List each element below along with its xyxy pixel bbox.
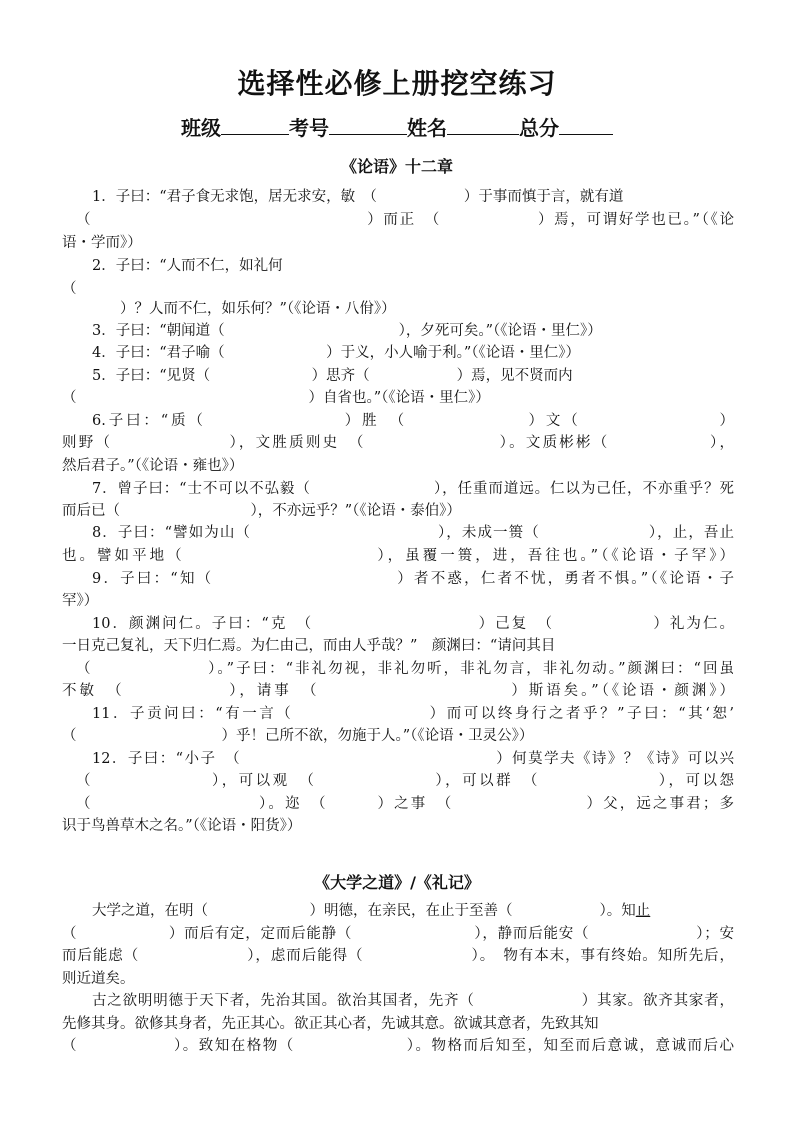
text-line xyxy=(62,1013,734,1035)
line-text: 然后君子。”（《论语・雍也》） xyxy=(62,458,244,474)
section-heading-daxue: 《大学之道》/《礼记》 xyxy=(314,873,480,892)
line-text: 不敏 （ ），请事 （ ）斯语矣。”（《论语・颜渊》） xyxy=(62,683,734,699)
text-line xyxy=(92,320,734,342)
class-label: 班级 xyxy=(181,116,221,140)
text-line xyxy=(92,522,734,544)
line-text: 10．颜渊问仁。子曰：“克 （ ）己复 （ ）礼为仁。 xyxy=(92,616,734,632)
line-text: 一日克己复礼，天下归仁焉。为仁由己，而由人乎哉？” 颜渊曰：“请问其目 xyxy=(62,638,556,654)
text-line xyxy=(62,680,734,702)
line-text: 大学之道，在明（ ）明德，在亲民，在止于至善（ ）。知 xyxy=(92,903,636,919)
line-text: （ ）乎！己所不欲，勿施于人。”（《论语・卫灵公》） xyxy=(62,728,534,744)
line-text: （ ）。迩 （ ）之事 （ ）父，远之事君；多 xyxy=(76,796,734,812)
text-line xyxy=(76,793,734,815)
text-line xyxy=(62,455,734,477)
line-text: 3．子曰：“朝闻道（ ），夕死可矣。”（《论语・里仁》） xyxy=(92,323,602,339)
text-line xyxy=(62,968,734,990)
line-text: 11．子贡问曰：“有一言（ ）而可以终身行之者乎？”子曰：“其‘恕’ xyxy=(92,706,734,722)
text-line xyxy=(76,658,734,680)
text-line xyxy=(62,725,734,747)
line-text: （ ）。致知在格物（ ）。物格而后知至，知至而后意诚，意诚而后心 xyxy=(62,1038,734,1054)
line-text: 古之欲明明德于天下者，先治其国。欲治其国者，先齐（ ）其家。欲齐其家者， xyxy=(92,993,734,1009)
section-heading-lunyu: 《论语》十二章 xyxy=(340,157,453,176)
text-line xyxy=(62,545,734,567)
line-text: （ ），可以观 （ ），可以群 （ ），可以怨 xyxy=(76,773,734,789)
line-text: 6.子曰：“质（ ）胜 （ ）文（ ） xyxy=(92,413,734,429)
text-line xyxy=(92,365,734,387)
name-label: 姓名 xyxy=(407,116,447,140)
text-line xyxy=(62,387,734,409)
line-text: （ xyxy=(62,281,77,297)
line-text: 4．子曰：“君子喻（ ）于义，小人喻于利。”（《论语・里仁》） xyxy=(92,345,581,361)
exam-no-label: 考号 xyxy=(289,116,329,140)
text-line xyxy=(76,209,734,231)
score-blank[interactable] xyxy=(559,116,613,135)
text-line xyxy=(76,770,734,792)
text-line xyxy=(62,278,734,300)
text-line xyxy=(62,432,734,454)
line-text: 先修其身。欲修其身者，先正其心。欲正其心者，先诚其意。欲诚其意者，先致其知 xyxy=(62,1016,599,1032)
line-text: （ ）而后有定，定而后能静（ ），静而后能安（ ）；安 xyxy=(62,926,734,942)
text-line xyxy=(92,703,734,725)
line-text: （ ）。”子曰：“非礼勿视，非礼勿听，非礼勿言，非礼勿动。”颜渊曰：“回虽 xyxy=(76,661,734,677)
text-line xyxy=(92,186,734,208)
text-line xyxy=(62,923,734,945)
line-text: 而后能虑（ ），虑而后能得（ ）。 物有本末，事有终始。知所先后， xyxy=(62,948,734,964)
score-label: 总分 xyxy=(519,116,559,140)
line-text: 而后已（ ），不亦远乎？”（《论语・泰伯》） xyxy=(62,503,461,519)
text-line xyxy=(62,1035,734,1057)
line-text: 5．子曰：“见贤（ ）思齐（ ）焉，见不贤而内 xyxy=(92,368,573,384)
page-title: 选择性必修上册挖空练习 xyxy=(237,67,557,100)
line-text: 12．子曰：“小子 （ ）何莫学夫《诗》？《诗》可以兴 xyxy=(92,751,734,767)
text-line xyxy=(92,900,734,922)
text-line xyxy=(92,255,734,277)
line-text: 则近道矣。 xyxy=(62,971,135,987)
line-text: ）？人而不仁，如乐何？”（《论语・八佾》） xyxy=(120,301,396,317)
line-text: 罕》） xyxy=(62,593,99,609)
text-line xyxy=(62,500,734,522)
student-info-line xyxy=(0,112,794,141)
text-line xyxy=(62,232,734,254)
text-line xyxy=(92,613,734,635)
text-line xyxy=(92,478,734,500)
line-text: 8．子曰：“譬如为山（ ），未成一篑（ ），止，吾止 xyxy=(92,525,734,541)
line-text: 则野（ ），文胜质则史 （ ）。文质彬彬（ ）， xyxy=(62,435,734,451)
line-text: 9．子曰：“知（ ）者不惑，仁者不忧，勇者不惧。”（《论语・子 xyxy=(92,571,734,587)
text-line xyxy=(120,298,734,320)
exam-no-blank[interactable] xyxy=(329,116,407,135)
text-line xyxy=(92,568,734,590)
line-text: 识于鸟兽草木之名。”（《论语・阳货》） xyxy=(62,818,302,834)
line-text: 也。譬如平地（ ），虽覆一篑，进，吾往也。”（《论语・子罕》） xyxy=(62,548,734,564)
class-blank[interactable] xyxy=(221,116,289,135)
text-line xyxy=(92,748,734,770)
underlined-char: 止 xyxy=(635,903,651,919)
text-line xyxy=(92,342,734,364)
text-line xyxy=(62,635,734,657)
text-line xyxy=(92,410,734,432)
line-text: （ ）自省也。”（《论语・里仁》） xyxy=(62,390,490,406)
line-text: 语・学而》） xyxy=(62,235,142,251)
text-line xyxy=(92,990,734,1012)
line-text: 7．曾子曰：“士不可以不弘毅（ ），任重而道远。仁以为己任，不亦重乎？死 xyxy=(92,481,734,497)
text-line xyxy=(62,590,734,612)
line-text: 2．子曰：“人而不仁，如礼何 xyxy=(92,258,283,274)
line-text: 1．子曰：“君子食无求饱，居无求安，敏 （ ）于事而慎于言，就有道 xyxy=(92,189,624,205)
text-line xyxy=(62,815,734,837)
name-blank[interactable] xyxy=(447,116,519,135)
text-line xyxy=(62,945,734,967)
line-text: （ ）而正 （ ）焉，可谓好学也已。”（《论 xyxy=(76,212,734,228)
